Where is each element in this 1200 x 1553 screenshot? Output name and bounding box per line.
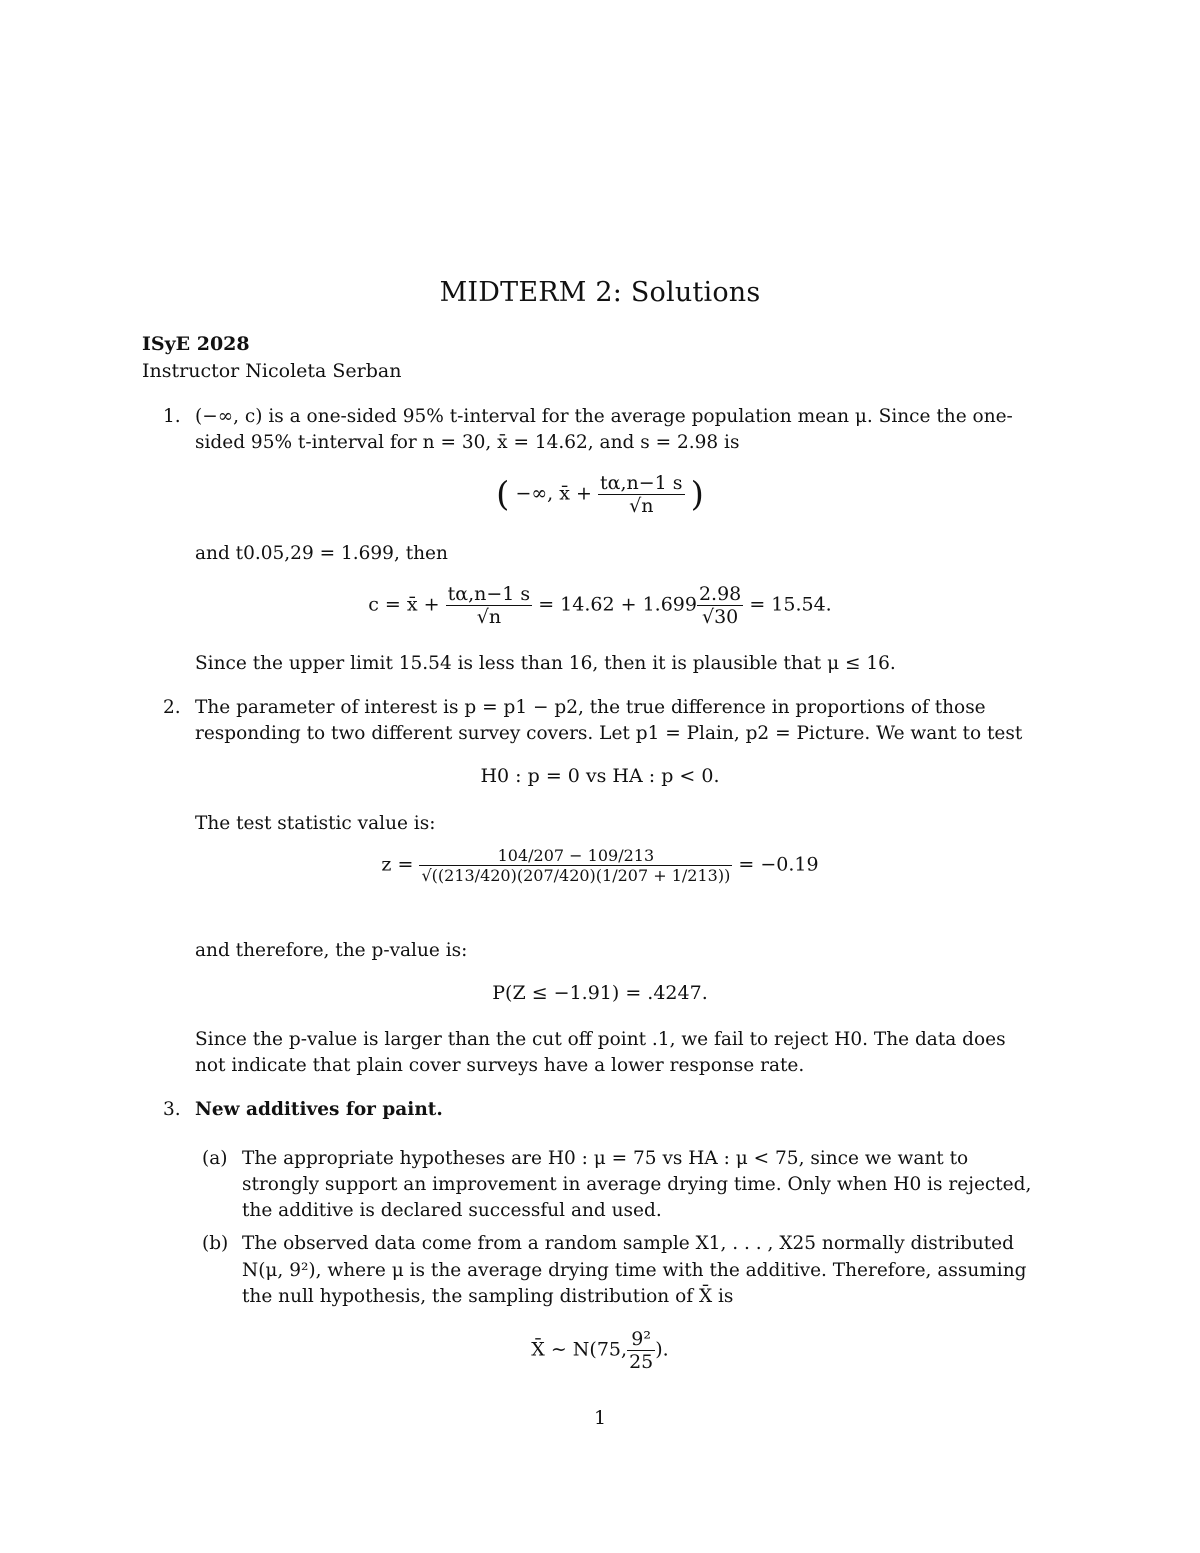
q1-line2: sided 95% t-interval for n = 30, x̄ = 14.62, and s = 2.98 is: [195, 432, 740, 453]
q3b-label: (b): [202, 1233, 229, 1254]
q2-hypotheses: H0 : p = 0 vs HA : p < 0.: [480, 765, 720, 787]
q1-interval-left: −∞, x̄ +: [515, 482, 592, 505]
q3a-line1: The appropriate hypotheses are H0 : μ = 75 vs HA : μ < 75, since we want to: [242, 1148, 969, 1169]
q3-heading: New additives for paint.: [195, 1099, 443, 1120]
q3b-dist-numerator: 9²: [627, 1328, 655, 1351]
q2-line6: not indicate that plain cover surveys have a lower response rate.: [195, 1055, 805, 1076]
page-number: 1: [593, 1407, 607, 1429]
q2-line4: and therefore, the p-value is:: [195, 940, 468, 961]
q3a-label: (a): [202, 1148, 228, 1169]
q3b-line2: N(μ, 9²), where μ is the average drying time with the additive. Therefore, assuming: [242, 1260, 1027, 1281]
q2-z-left: z =: [381, 853, 414, 876]
q1-c-left: c = x̄ +: [368, 593, 440, 616]
q3b-dist-left: X̄ ∼ N(75,: [531, 1338, 628, 1361]
q3b-dist-right: ).: [655, 1338, 669, 1361]
course-code: ISyE 2028: [142, 333, 250, 355]
q2-z-numerator: 104/207 − 109/213: [419, 846, 732, 866]
q1-c-numerator: tα,n−1 s: [447, 583, 531, 605]
q2-pvalue: P(Z ≤ −1.91) = .4247.: [492, 982, 708, 1004]
q2-z-right: = −0.19: [738, 853, 819, 876]
q1-line3: and t0.05,29 = 1.699, then: [195, 543, 448, 564]
q3b-line1: The observed data come from a random sample X1, . . . , X25 normally distributed: [242, 1233, 1014, 1254]
q1-interval-numerator: tα,n−1 s: [600, 472, 683, 494]
q3a-line2: strongly support an improvement in average drying time. Only when H0 is rejected,: [242, 1174, 1032, 1195]
q3b-line3: the null hypothesis, the sampling distribution of X̄ is: [242, 1286, 734, 1307]
q2-line1: The parameter of interest is p = p1 − p2, the true difference in proportions of those: [195, 697, 986, 718]
q1-line4: Since the upper limit 15.54 is less than 16, then it is plausible that μ ≤ 16.: [195, 653, 896, 674]
q2-z-denominator: √((213/420)(207/420)(1/207 + 1/213)): [421, 866, 731, 885]
q3b-distribution: [0, 1328, 1200, 1373]
q1-number: 1.: [163, 406, 181, 427]
q3a-line3: the additive is declared successful and used.: [242, 1200, 662, 1221]
q1-interval-denominator: √n: [629, 495, 654, 517]
q2-line5: Since the p-value is larger than the cut off point .1, we fail to reject H0. The data does: [195, 1029, 1006, 1050]
q3b-dist-denominator: 25: [629, 1351, 654, 1373]
q1-c-equation: [0, 583, 1200, 628]
q1-c-right: = 15.54.: [749, 593, 832, 616]
page-title: MIDTERM 2: Solutions: [439, 277, 761, 308]
q1-c-denominator: √n: [476, 606, 502, 628]
q2-z-equation: [0, 846, 1200, 885]
q1-interval-equation: ( −∞, x̄ + $\frac{t\alpha,n-1 s}{√n}$ ): [496, 472, 704, 517]
q2-line3: The test statistic value is:: [195, 813, 436, 834]
instructor-line: Instructor Nicoleta Serban: [142, 360, 402, 382]
q1-c-numerator2: 2.98: [698, 583, 742, 605]
q2-number: 2.: [163, 697, 181, 718]
q1-line1: (−∞, c) is a one-sided 95% t-interval for the average population mean μ. Since the one-: [195, 406, 1013, 427]
q2-line2: responding to two different survey covers. Let p1 = Plain, p2 = Picture. We want to test: [195, 723, 1023, 744]
q3-number: 3.: [163, 1099, 181, 1120]
q1-c-mid: = 14.62 + 1.699: [538, 593, 697, 616]
q1-c-denominator2: √30: [701, 606, 739, 628]
